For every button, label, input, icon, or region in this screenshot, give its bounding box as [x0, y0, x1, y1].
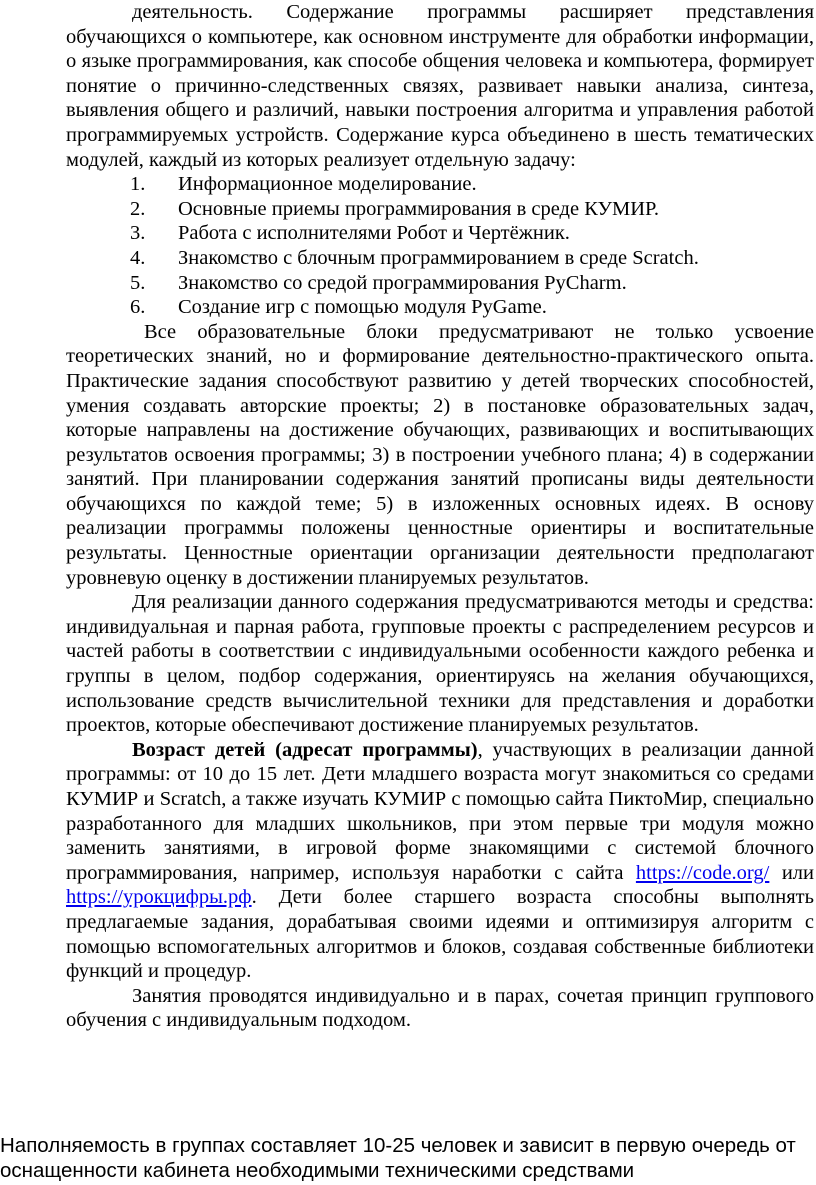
list-item [66, 221, 814, 246]
age-text-3: . Дети более старшего возраста способны выполнять предлагаемые задания, дорабатывая своими идеями и оптимизируя алгоритм с помощью вспомогательных алгоритмов и блоков, создавая собственные библиотеки функций и процедур. [66, 886, 814, 983]
age-text-2: или [769, 861, 814, 884]
list-item [66, 271, 814, 296]
list-item-text: Создание игр с помощью модуля PyGame. [178, 296, 547, 319]
list-item-number: 6. [130, 296, 146, 319]
intro-paragraph: деятельность. Содержание программы расширяет представления обучающихся о компьютере, как основном инструменте для обработки информации, о языке программирования, как способе общения человека и компьютера, формирует понятие о причинно-следственных связях, развивает навыки анализа, синтеза, выявления общего и различий, навыки построения алгоритма и управления работой программируемых устройств. Содержание курса объединено в шесть тематических модулей, каждый из которых реализует отдельную задачу: [66, 1, 814, 171]
list-item-number: 3. [130, 222, 146, 245]
list-item [66, 295, 814, 320]
groups-section [0, 1134, 816, 1183]
list-item-number: 5. [130, 271, 146, 294]
urokcifry-link[interactable]: https://урокцифры.рф [66, 886, 252, 909]
list-item-text: Информационное моделирование. [178, 173, 477, 196]
list-item-number: 2. [130, 197, 146, 220]
list-item-text: Знакомство со средой программирования PyCharm. [178, 271, 627, 294]
list-item-number: 4. [130, 246, 146, 269]
code-org-link[interactable]: https://code.org/ [635, 861, 770, 884]
methods-paragraph: Для реализации данного содержания предусматриваются методы и средства: индивидуальная и парная работа, групповые проекты с распределением ресурсов и частей работы в соответствии с индивидуальными особенности каждого ребенка и группы в целом, подбор содержания, ориентируясь на желания обучающихся, использование средств вычислительной техники для представления и доработки проектов, которые обеспечивают достижение планируемых результатов. [66, 591, 814, 737]
age-heading: Возраст детей (адресат программы) [132, 738, 478, 761]
groups-paragraph: Наполняемость в группах составляет 10-25 человек и зависит в первую очередь от оснащенности кабинета необходимыми техническими средствами [0, 1134, 796, 1182]
list-item [66, 197, 814, 222]
list-item [66, 246, 814, 271]
modules-list [66, 172, 814, 320]
list-item-number: 1. [130, 173, 146, 196]
lessons-paragraph: Занятия проводятся индивидуально и в парах, сочетая принцип группового обучения с индивидуальным подходом. [66, 984, 814, 1032]
blocks-paragraph: Все образовательные блоки предусматривают не только усвоение теоретических знаний, но и формирование деятельностно-практического опыта. Практические задания способствуют развитию у детей творческих способностей, умения создавать авторские проекты; 2) в постановке образовательных задач, которые направлены на достижение обучающих, развивающих и воспитывающих результатов освоения программы; 3) в построении учебного плана; 4) в содержании занятий. При планировании содержания занятий прописаны виды деятельности обучающихся по каждой теме; 5) в изложенных основных идеях. В основу реализации программы положены ценностные ориентиры и воспитательные результаты. Ценностные ориентации организации деятельности предполагают уровневую оценку в достижении планируемых результатов. [66, 320, 814, 589]
document-body [66, 0, 814, 1033]
age-text-1: , участвующих в реализации данной программы: от 10 до 15 лет. Дети младшего возраста могут знакомиться со средами КУМИР и Scratch, а также изучать КУМИР с помощью сайта ПиктоМир, специально разработанного для младших школьников, при этом первые три модуля можно заменить занятиями, в игровой форме знакомящими с системой блочного программирования, например, используя наработки с сайта [66, 738, 814, 884]
list-item [66, 172, 814, 197]
list-item-text: Работа с исполнителями Робот и Чертёжник. [178, 222, 570, 245]
list-item-text: Знакомство с блочным программированием в среде Scratch. [178, 246, 699, 269]
list-item-text: Основные приемы программирования в среде КУМИР. [178, 197, 659, 220]
age-paragraph [66, 738, 814, 984]
